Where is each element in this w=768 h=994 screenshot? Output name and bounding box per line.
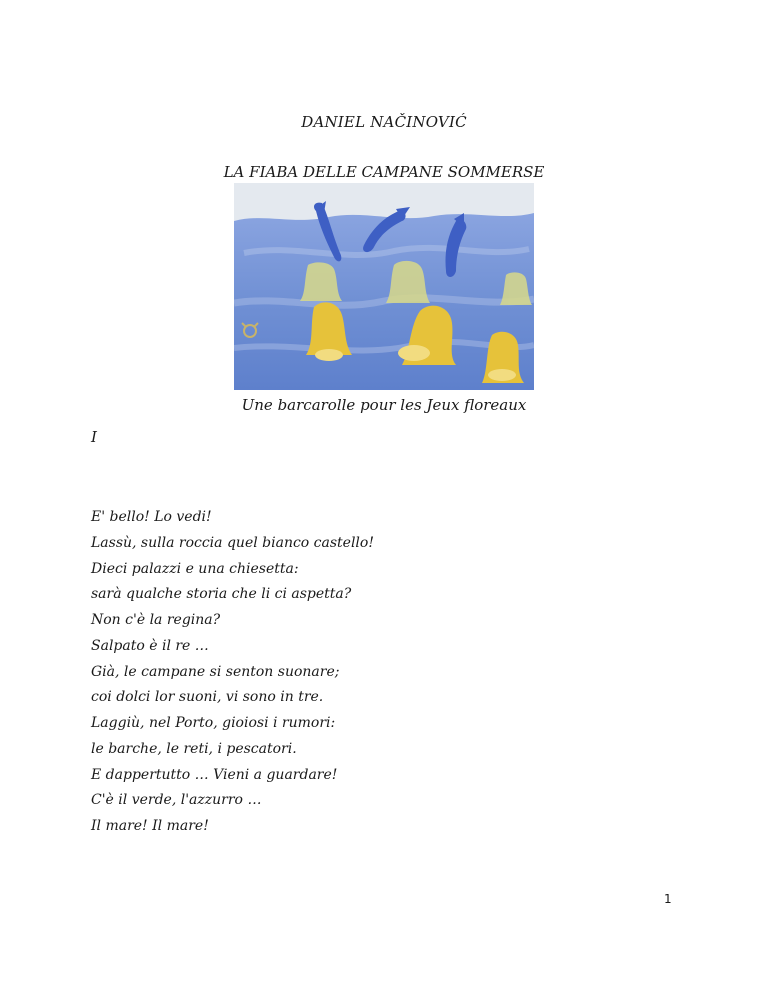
verse-line: le barche, le reti, i pescatori. <box>91 740 297 757</box>
verse-line: C'è il verde, l'azzurro … <box>91 792 262 809</box>
verse-line: Salpato è il re … <box>91 637 209 654</box>
poem-title: LA FIABA DELLE CAMPANE SOMMERSE <box>223 163 545 181</box>
verse-line: sarà qualche storia che li ci aspetta? <box>91 586 352 603</box>
verse-line: Lassù, sulla roccia quel bianco castello! <box>91 534 374 551</box>
verse-line: Il mare! Il mare! <box>91 818 209 834</box>
verse-line: Laggiù, nel Porto, gioiosi i rumori: <box>91 715 336 731</box>
verse-line: Già, le campane si senton suonare; <box>91 663 340 680</box>
verse-line: Non c'è la regina? <box>91 612 221 628</box>
poem-verse <box>91 505 374 840</box>
verse-line: E dappertutto … Vieni a guardare! <box>91 766 338 783</box>
verse-line: E' bello! Lo vedi! <box>91 509 212 525</box>
page-number: 1 <box>664 892 672 906</box>
section-number: I <box>91 428 97 446</box>
painting-illustration <box>234 183 534 390</box>
author-name: DANIEL NAČINOVIĆ <box>301 113 467 131</box>
verse-line: coi dolci lor suoni, vi sono in tre. <box>91 689 324 706</box>
verse-line: Dieci palazzi e una chiesetta: <box>91 560 299 577</box>
illustration-caption: Une barcarolle pour les Jeux floreaux <box>241 396 527 414</box>
